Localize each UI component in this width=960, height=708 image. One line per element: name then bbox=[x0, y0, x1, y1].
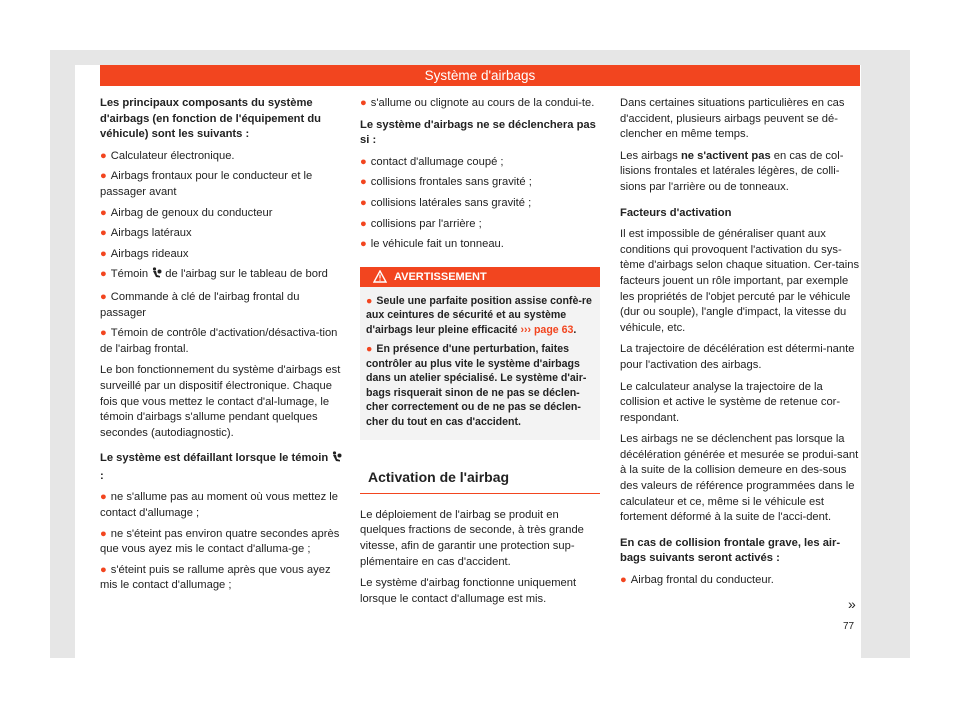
warning-list bbox=[360, 294, 600, 430]
list-item: ● s'éteint puis se rallume après que vous ayez mis le contact d'allumage ; bbox=[100, 563, 331, 592]
frontal-heading: En cas de collision frontale grave, les air-bags suivants seront activés : bbox=[620, 536, 841, 565]
list-item: ● Airbags frontaux pour le conducteur et le passager avant bbox=[100, 170, 313, 198]
page-number: 77 bbox=[843, 621, 855, 632]
fault-heading: Le système est défaillant lorsque le témoin : bbox=[100, 451, 345, 484]
list-item: ● Airbags latéraux bbox=[100, 227, 192, 240]
bullet-icon: ● bbox=[360, 217, 367, 230]
bullet-icon: ● bbox=[100, 227, 107, 240]
warning-box bbox=[360, 267, 600, 441]
page-link[interactable]: ››› page 63 bbox=[520, 323, 574, 336]
list-item: ● En présence d'une perturbation, faites contrôler au plus vite le système d'airbags dans un atelier spécialisé. Le système d'air-bags risquerait sinon de ne pas se déclen-cher correctement ou de ne pas se déclen-cher du tout en cas d'accident. bbox=[366, 343, 587, 428]
airbag-warning-icon bbox=[331, 451, 342, 469]
paragraph: Le calculateur analyse la trajectoire de la collision et active le système de retenue cor-respondant. bbox=[620, 380, 841, 424]
bullet-icon: ● bbox=[366, 294, 373, 307]
bullet-icon: ● bbox=[100, 206, 107, 219]
list-item: ● collisions latérales sans gravité ; bbox=[360, 196, 532, 209]
list-item: ● Témoin de l'airbag sur le tableau de bord bbox=[100, 267, 345, 285]
list-item: ● s'allume ou clignote au cours de la condui-te. bbox=[360, 97, 595, 109]
paragraph: Il est impossible de généraliser quant aux conditions qui provoquent l'activation du sys-tème d'airbags selon chaque situation. Cer-tains facteurs jouent un rôle important, par exemple les propriétés de l'objet percuté par le véhicule (dur ou souple), l'angle d'impact, la vitesse du véhicule, etc. bbox=[620, 228, 860, 334]
bullet-icon: ● bbox=[360, 238, 367, 251]
bullet-icon: ● bbox=[100, 491, 107, 504]
paragraph: Dans certaines situations particulières en cas d'accident, plusieurs airbags peuvent se dé-clencher en même temps. bbox=[620, 97, 845, 141]
column-middle bbox=[360, 96, 600, 613]
list-item: ● collisions par l'arrière ; bbox=[360, 217, 482, 230]
bullet-icon: ● bbox=[100, 327, 107, 340]
monitoring-paragraph: Le bon fonctionnement du système d'airbags est surveillé par un dispositif électronique. Chaque fois que vous mettez le contact d'al-lumage, le témoin d'airbags s'allume pendant quelques secondes (autodiagnostic). bbox=[100, 364, 341, 439]
components-list bbox=[100, 149, 345, 358]
bullet-icon: ● bbox=[360, 176, 367, 189]
list-item: ● Commande à clé de l'airbag frontal du passager bbox=[100, 290, 300, 319]
list-item: ● collisions frontales sans gravité ; bbox=[360, 176, 532, 189]
list-item: ● Airbag de genoux du conducteur bbox=[100, 206, 273, 219]
bullet-icon: ● bbox=[366, 343, 373, 356]
fault-list-continued bbox=[360, 96, 600, 112]
list-item: ● Témoin de contrôle d'activation/désactiva-tion de l'airbag frontal. bbox=[100, 327, 338, 355]
paragraph: La trajectoire de décélération est détermi-nante pour l'activation des airbags. bbox=[620, 343, 855, 371]
no-deploy-heading: Le système d'airbags ne se déclenchera pas si : bbox=[360, 118, 596, 147]
list-item: ● ne s'allume pas au moment où vous mettez le contact d'allumage ; bbox=[100, 491, 339, 520]
airbag-warning-icon bbox=[151, 267, 162, 285]
section-title: Activation de l'airbag bbox=[360, 462, 600, 494]
bullet-icon: ● bbox=[100, 527, 107, 540]
activation-paragraph: Le système d'airbag fonctionne uniquement lorsque le contact d'allumage est mis. bbox=[360, 577, 577, 605]
page-header: Système d'airbags bbox=[100, 65, 860, 86]
bullet-icon: ● bbox=[100, 290, 107, 303]
bullet-icon: ● bbox=[100, 149, 107, 162]
bullet-icon: ● bbox=[100, 170, 107, 183]
bullet-icon: ● bbox=[360, 97, 367, 109]
factors-heading: Facteurs d'activation bbox=[620, 206, 732, 219]
bullet-icon: ● bbox=[620, 574, 627, 587]
warning-header: AVERTISSEMENT bbox=[360, 267, 600, 287]
bullet-icon: ● bbox=[360, 155, 367, 168]
activation-paragraph: Le déploiement de l'airbag se produit en quelques fractions de seconde, à très grande vitesse, afin de garantir une protection sup-plémentaire en cas d'accident. bbox=[360, 508, 584, 568]
column-left bbox=[100, 96, 345, 600]
list-item: ● ne s'éteint pas environ quatre secondes après que vous ayez mis le contact d'alluma-ge ; bbox=[100, 527, 340, 556]
fault-list bbox=[100, 490, 345, 594]
list-item: ● Airbags rideaux bbox=[100, 247, 189, 260]
warning-triangle-icon bbox=[373, 270, 387, 283]
column-right bbox=[620, 96, 860, 595]
list-item: ● le véhicule fait un tonneau. bbox=[360, 238, 504, 251]
list-item: ● Calculateur électronique. bbox=[100, 149, 235, 162]
paragraph: Les airbags ne se déclenchent pas lorsque la décélération générée et mesurée se produi-sant à la suite de la collision demeure en des-sous des valeurs de référence programmées dans le calculateur et ce, même si le véhicule est fortement déformé à la suite de l'acci-dent. bbox=[620, 433, 859, 524]
bullet-icon: ● bbox=[100, 268, 107, 281]
bullet-icon: ● bbox=[100, 563, 107, 576]
list-item: ● Seule une parfaite position assise confè-re aux ceintures de sécurité et au système d'airbags leur pleine efficacité ››› page 63. bbox=[366, 294, 592, 336]
bullet-icon: ● bbox=[100, 247, 107, 260]
bullet-icon: ● bbox=[360, 196, 367, 209]
no-deploy-list bbox=[360, 155, 600, 253]
frontal-list bbox=[620, 573, 860, 589]
components-heading: Les principaux composants du système d'airbags (en fonction de l'équipement du véhicule) sont les suivants : bbox=[100, 97, 322, 141]
continue-icon: » bbox=[848, 596, 856, 612]
list-item: ● contact d'allumage coupé ; bbox=[360, 155, 504, 168]
list-item: ● Airbag frontal du conducteur. bbox=[620, 574, 774, 587]
paragraph: Les airbags ne s'activent pas en cas de col-lisions frontales et latérales légères, de colli-sions par l'arrière ou de tonneaux. bbox=[620, 149, 844, 193]
